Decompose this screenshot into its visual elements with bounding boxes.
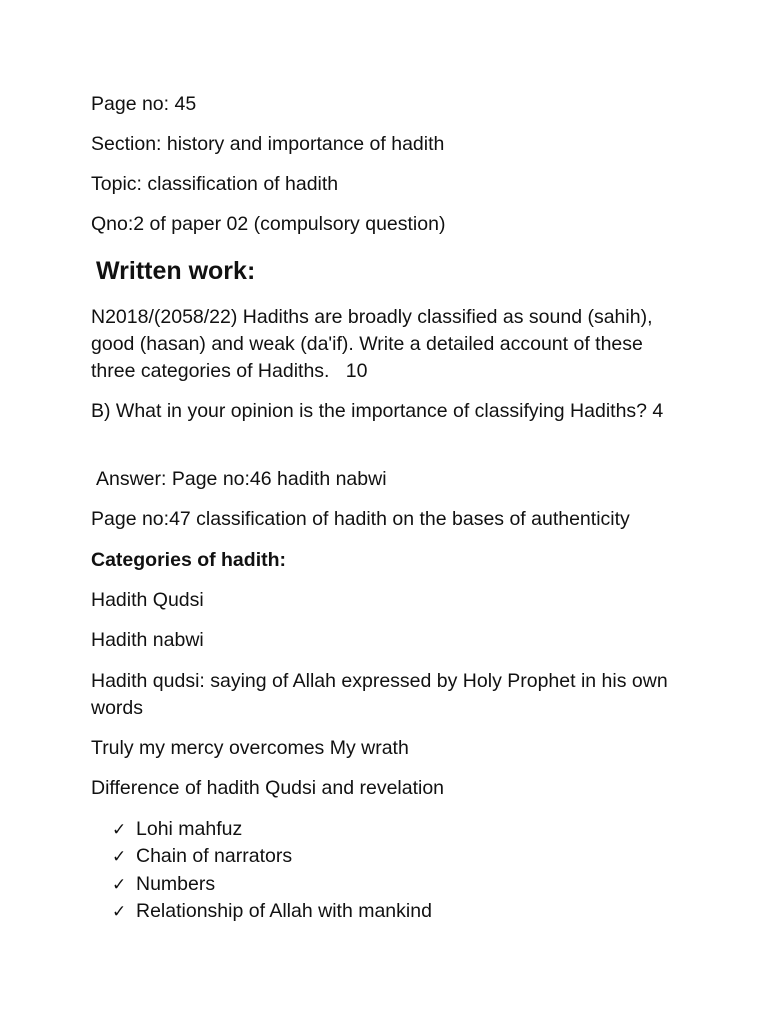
difference-heading: Difference of hadith Qudsi and revelation bbox=[91, 777, 445, 799]
check-icon: ✓ bbox=[112, 820, 127, 839]
written-work-heading: Written work: bbox=[96, 257, 256, 285]
reference-line: Page no:47 classification of hadith on the bases of authenticity bbox=[91, 508, 630, 530]
check-icon: ✓ bbox=[112, 901, 127, 921]
list-item bbox=[112, 898, 432, 925]
list-item-label: Chain of narrators bbox=[136, 845, 293, 868]
category-item: Hadith nabwi bbox=[91, 629, 204, 651]
list-item-label: Numbers bbox=[136, 872, 216, 895]
hadith-qudsi-definition: Hadith qudsi: saying of Allah expressed by Holy Prophet in his own words bbox=[91, 670, 674, 719]
page-number: Page no: 45 bbox=[91, 93, 197, 115]
section-line: Section: history and importance of hadith bbox=[91, 133, 445, 155]
difference-list bbox=[112, 816, 432, 925]
answer-line: Answer: Page no:46 hadith nabwi bbox=[96, 468, 387, 490]
check-icon: ✓ bbox=[112, 847, 127, 867]
categories-heading: Categories of hadith: bbox=[91, 549, 287, 571]
topic-line: Topic: classification of hadith bbox=[91, 173, 339, 195]
list-item bbox=[112, 843, 432, 870]
list-item-label: Lohi mahfuz bbox=[136, 818, 243, 840]
quote-line: Truly my mercy overcomes My wrath bbox=[91, 737, 409, 759]
check-icon: ✓ bbox=[112, 874, 127, 894]
question-number-line: Qno:2 of paper 02 (compulsory question) bbox=[91, 213, 446, 235]
category-item: Hadith Qudsi bbox=[91, 589, 204, 611]
list-item-label: Relationship of Allah with mankind bbox=[136, 899, 432, 922]
list-item bbox=[112, 816, 432, 843]
question-a: N2018/(2058/22) Hadiths are broadly classified as sound (sahih), good (hasan) and weak (da'if). Write a detailed account of these three categories of Hadiths. 10 bbox=[91, 306, 658, 382]
question-b: B) What in your opinion is the importance of classifying Hadiths? 4 bbox=[91, 400, 664, 422]
list-item bbox=[112, 871, 432, 898]
